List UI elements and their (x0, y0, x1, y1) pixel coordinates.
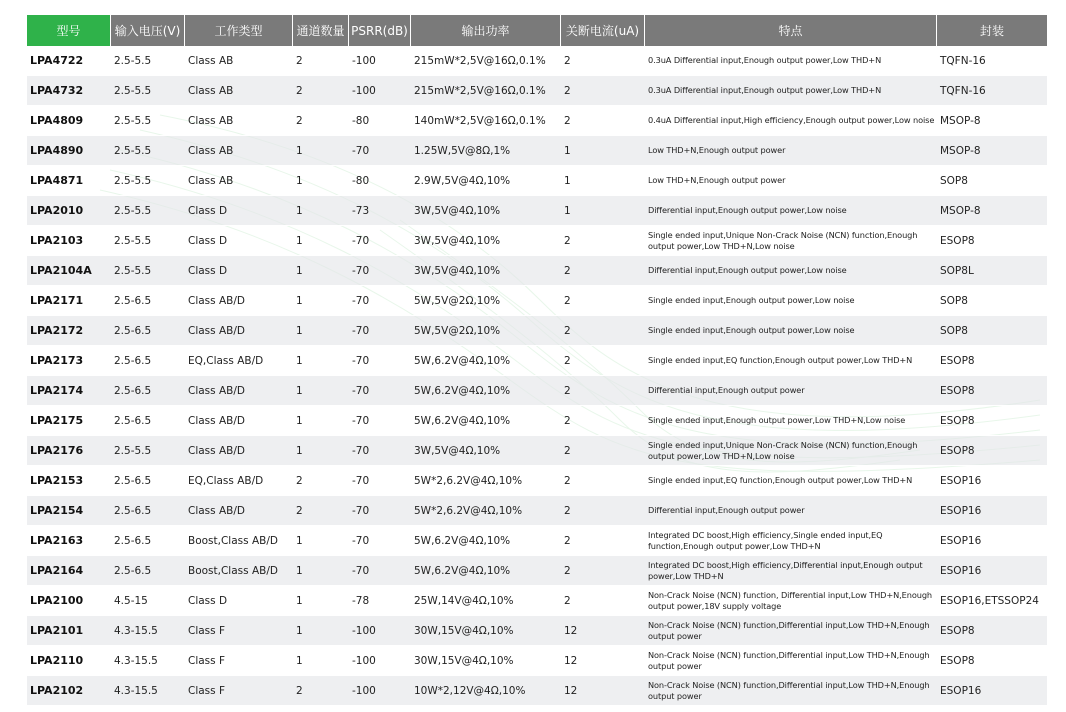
table-row (27, 586, 1047, 616)
header-work-type: 工作类型 (185, 15, 293, 46)
cell-output-power: 2.9W,5V@4Ω,10% (411, 166, 561, 196)
cell-model: LPA2154 (27, 496, 111, 526)
cell-model: LPA4732 (27, 76, 111, 106)
cell-psrr: -80 (349, 166, 411, 196)
cell-shutdown-current: 2 (561, 406, 645, 436)
cell-output-power: 30W,15V@4Ω,10% (411, 646, 561, 676)
cell-output-power: 5W,5V@2Ω,10% (411, 286, 561, 316)
cell-work-type: Class D (185, 586, 293, 616)
cell-psrr: -100 (349, 646, 411, 676)
cell-output-power: 10W*2,12V@4Ω,10% (411, 676, 561, 706)
cell-work-type: Class AB (185, 136, 293, 166)
table-row (27, 166, 1047, 196)
cell-work-type: Class AB/D (185, 436, 293, 466)
cell-psrr: -70 (349, 436, 411, 466)
cell-psrr: -70 (349, 226, 411, 256)
cell-features: Differential input,Enough output power (645, 496, 937, 526)
cell-channels: 1 (293, 196, 349, 226)
cell-input-voltage: 2.5-5.5 (111, 76, 185, 106)
cell-psrr: -78 (349, 586, 411, 616)
cell-package: MSOP-8 (937, 106, 1047, 136)
cell-psrr: -100 (349, 76, 411, 106)
cell-output-power: 25W,14V@4Ω,10% (411, 586, 561, 616)
cell-input-voltage: 4.3-15.5 (111, 646, 185, 676)
cell-output-power: 215mW*2,5V@16Ω,0.1% (411, 46, 561, 76)
cell-channels: 1 (293, 556, 349, 586)
cell-output-power: 5W,6.2V@4Ω,10% (411, 376, 561, 406)
cell-package: ESOP16,ETSSOP24 (937, 586, 1047, 616)
cell-psrr: -73 (349, 196, 411, 226)
cell-work-type: Class AB/D (185, 496, 293, 526)
cell-model: LPA4890 (27, 136, 111, 166)
cell-input-voltage: 2.5-6.5 (111, 406, 185, 436)
cell-output-power: 5W*2,6.2V@4Ω,10% (411, 466, 561, 496)
cell-input-voltage: 2.5-6.5 (111, 346, 185, 376)
cell-work-type: Boost,Class AB/D (185, 526, 293, 556)
cell-input-voltage: 4.3-15.5 (111, 676, 185, 706)
cell-channels: 1 (293, 166, 349, 196)
cell-output-power: 3W,5V@4Ω,10% (411, 226, 561, 256)
header-channels: 通道数量 (293, 15, 349, 46)
table-row (27, 496, 1047, 526)
cell-output-power: 1.25W,5V@8Ω,1% (411, 136, 561, 166)
cell-channels: 2 (293, 496, 349, 526)
cell-model: LPA2174 (27, 376, 111, 406)
cell-model: LPA2175 (27, 406, 111, 436)
cell-features: Integrated DC boost,High efficiency,Single ended input,EQ function,Enough output power,Low THD+N (645, 526, 937, 556)
cell-channels: 1 (293, 616, 349, 646)
cell-package: ESOP16 (937, 496, 1047, 526)
table-row (27, 676, 1047, 706)
cell-channels: 2 (293, 466, 349, 496)
cell-shutdown-current: 2 (561, 346, 645, 376)
cell-features: Non-Crack Noise (NCN) function, Differential input,Low THD+N,Enough output power,18V supply voltage (645, 586, 937, 616)
cell-shutdown-current: 2 (561, 436, 645, 466)
cell-features: Differential input,Enough output power,Low noise (645, 256, 937, 286)
cell-work-type: Class F (185, 676, 293, 706)
cell-features: 0.3uA Differential input,Enough output power,Low THD+N (645, 46, 937, 76)
cell-input-voltage: 2.5-6.5 (111, 286, 185, 316)
cell-psrr: -70 (349, 136, 411, 166)
cell-psrr: -80 (349, 106, 411, 136)
cell-input-voltage: 4.3-15.5 (111, 616, 185, 646)
cell-package: TQFN-16 (937, 46, 1047, 76)
cell-input-voltage: 2.5-5.5 (111, 436, 185, 466)
cell-shutdown-current: 2 (561, 106, 645, 136)
cell-work-type: EQ,Class AB/D (185, 346, 293, 376)
cell-input-voltage: 2.5-6.5 (111, 376, 185, 406)
table-row (27, 286, 1047, 316)
table-body (27, 46, 1047, 706)
cell-shutdown-current: 2 (561, 466, 645, 496)
cell-package: SOP8 (937, 316, 1047, 346)
cell-model: LPA2172 (27, 316, 111, 346)
cell-features: Single ended input,EQ function,Enough output power,Low THD+N (645, 466, 937, 496)
cell-input-voltage: 2.5-6.5 (111, 526, 185, 556)
cell-work-type: Class F (185, 616, 293, 646)
cell-package: SOP8L (937, 256, 1047, 286)
cell-model: LPA4722 (27, 46, 111, 76)
cell-model: LPA4871 (27, 166, 111, 196)
cell-work-type: Class AB/D (185, 286, 293, 316)
cell-psrr: -70 (349, 256, 411, 286)
cell-model: LPA2153 (27, 466, 111, 496)
cell-channels: 1 (293, 406, 349, 436)
cell-features: Single ended input,Enough output power,Low noise (645, 286, 937, 316)
cell-shutdown-current: 2 (561, 256, 645, 286)
cell-output-power: 3W,5V@4Ω,10% (411, 256, 561, 286)
cell-shutdown-current: 1 (561, 166, 645, 196)
cell-channels: 1 (293, 226, 349, 256)
cell-psrr: -70 (349, 526, 411, 556)
cell-psrr: -70 (349, 466, 411, 496)
cell-output-power: 5W,6.2V@4Ω,10% (411, 346, 561, 376)
cell-psrr: -70 (349, 496, 411, 526)
table-row (27, 406, 1047, 436)
cell-output-power: 30W,15V@4Ω,10% (411, 616, 561, 646)
table-row (27, 106, 1047, 136)
cell-package: MSOP-8 (937, 136, 1047, 166)
cell-input-voltage: 2.5-5.5 (111, 256, 185, 286)
product-spec-table (27, 15, 1047, 706)
cell-input-voltage: 2.5-6.5 (111, 556, 185, 586)
cell-package: ESOP8 (937, 406, 1047, 436)
cell-input-voltage: 2.5-5.5 (111, 136, 185, 166)
table-row (27, 46, 1047, 76)
table-row (27, 646, 1047, 676)
cell-features: Single ended input,Enough output power,Low noise (645, 316, 937, 346)
cell-model: LPA2171 (27, 286, 111, 316)
cell-package: ESOP16 (937, 676, 1047, 706)
cell-channels: 1 (293, 346, 349, 376)
table-row (27, 436, 1047, 466)
cell-model: LPA2176 (27, 436, 111, 466)
cell-features: Single ended input,Enough output power,Low THD+N,Low noise (645, 406, 937, 436)
cell-shutdown-current: 1 (561, 136, 645, 166)
cell-work-type: Class F (185, 646, 293, 676)
table-row (27, 616, 1047, 646)
table-row (27, 76, 1047, 106)
cell-features: Non-Crack Noise (NCN) function,Differential input,Low THD+N,Enough output power (645, 616, 937, 646)
cell-features: Differential input,Enough output power (645, 376, 937, 406)
cell-shutdown-current: 12 (561, 646, 645, 676)
cell-output-power: 5W,6.2V@4Ω,10% (411, 556, 561, 586)
cell-package: ESOP8 (937, 346, 1047, 376)
cell-channels: 2 (293, 46, 349, 76)
cell-input-voltage: 2.5-6.5 (111, 496, 185, 526)
cell-input-voltage: 2.5-5.5 (111, 46, 185, 76)
cell-work-type: Class AB (185, 46, 293, 76)
cell-shutdown-current: 2 (561, 496, 645, 526)
cell-psrr: -70 (349, 376, 411, 406)
table-row (27, 346, 1047, 376)
cell-shutdown-current: 2 (561, 556, 645, 586)
cell-output-power: 3W,5V@4Ω,10% (411, 196, 561, 226)
cell-psrr: -70 (349, 556, 411, 586)
cell-output-power: 5W,6.2V@4Ω,10% (411, 526, 561, 556)
cell-work-type: Class D (185, 196, 293, 226)
header-psrr: PSRR(dB) (349, 15, 411, 46)
cell-input-voltage: 4.5-15 (111, 586, 185, 616)
cell-shutdown-current: 2 (561, 526, 645, 556)
cell-package: ESOP8 (937, 616, 1047, 646)
cell-input-voltage: 2.5-5.5 (111, 106, 185, 136)
cell-shutdown-current: 2 (561, 76, 645, 106)
table-row (27, 526, 1047, 556)
table-row (27, 226, 1047, 256)
cell-psrr: -100 (349, 676, 411, 706)
cell-input-voltage: 2.5-5.5 (111, 226, 185, 256)
cell-features: Single ended input,EQ function,Enough output power,Low THD+N (645, 346, 937, 376)
cell-input-voltage: 2.5-6.5 (111, 316, 185, 346)
cell-package: ESOP8 (937, 646, 1047, 676)
table-row (27, 136, 1047, 166)
header-features: 特点 (645, 15, 937, 46)
cell-channels: 1 (293, 646, 349, 676)
cell-features: 0.4uA Differential input,High efficiency,Enough output power,Low noise (645, 106, 937, 136)
cell-psrr: -70 (349, 406, 411, 436)
cell-shutdown-current: 2 (561, 46, 645, 76)
cell-work-type: Boost,Class AB/D (185, 556, 293, 586)
cell-channels: 1 (293, 256, 349, 286)
cell-work-type: Class D (185, 256, 293, 286)
cell-package: ESOP16 (937, 466, 1047, 496)
cell-psrr: -100 (349, 46, 411, 76)
cell-output-power: 140mW*2,5V@16Ω,0.1% (411, 106, 561, 136)
cell-package: ESOP16 (937, 526, 1047, 556)
cell-input-voltage: 2.5-5.5 (111, 196, 185, 226)
cell-work-type: Class AB (185, 106, 293, 136)
cell-package: ESOP8 (937, 226, 1047, 256)
cell-work-type: Class AB (185, 76, 293, 106)
header-output-power: 输出功率 (411, 15, 561, 46)
cell-features: 0.3uA Differential input,Enough output power,Low THD+N (645, 76, 937, 106)
cell-package: ESOP16 (937, 556, 1047, 586)
cell-channels: 1 (293, 526, 349, 556)
cell-channels: 1 (293, 286, 349, 316)
cell-features: Single ended input,Unique Non-Crack Noise (NCN) function,Enough output power,Low THD+N,Low noise (645, 226, 937, 256)
cell-channels: 1 (293, 376, 349, 406)
cell-shutdown-current: 12 (561, 616, 645, 646)
cell-work-type: Class AB/D (185, 406, 293, 436)
cell-model: LPA2102 (27, 676, 111, 706)
cell-shutdown-current: 2 (561, 376, 645, 406)
cell-features: Non-Crack Noise (NCN) function,Differential input,Low THD+N,Enough output power (645, 676, 937, 706)
cell-package: ESOP8 (937, 436, 1047, 466)
cell-model: LPA2103 (27, 226, 111, 256)
header-model: 型号 (27, 15, 111, 46)
table-row (27, 316, 1047, 346)
cell-channels: 1 (293, 586, 349, 616)
cell-package: ESOP8 (937, 376, 1047, 406)
cell-model: LPA2104A (27, 256, 111, 286)
cell-channels: 2 (293, 676, 349, 706)
cell-channels: 1 (293, 136, 349, 166)
cell-work-type: Class AB (185, 166, 293, 196)
cell-model: LPA2163 (27, 526, 111, 556)
cell-shutdown-current: 2 (561, 586, 645, 616)
table-row (27, 256, 1047, 286)
cell-features: Low THD+N,Enough output power (645, 136, 937, 166)
cell-model: LPA2164 (27, 556, 111, 586)
cell-shutdown-current: 1 (561, 196, 645, 226)
cell-features: Low THD+N,Enough output power (645, 166, 937, 196)
cell-model: LPA2110 (27, 646, 111, 676)
cell-package: SOP8 (937, 166, 1047, 196)
cell-output-power: 5W,6.2V@4Ω,10% (411, 406, 561, 436)
table-row (27, 466, 1047, 496)
cell-features: Integrated DC boost,High efficiency,Differential input,Enough output power,Low THD+N (645, 556, 937, 586)
cell-package: SOP8 (937, 286, 1047, 316)
cell-model: LPA2100 (27, 586, 111, 616)
cell-model: LPA4809 (27, 106, 111, 136)
cell-package: MSOP-8 (937, 196, 1047, 226)
cell-input-voltage: 2.5-6.5 (111, 466, 185, 496)
cell-features: Non-Crack Noise (NCN) function,Differential input,Low THD+N,Enough output power (645, 646, 937, 676)
cell-output-power: 215mW*2,5V@16Ω,0.1% (411, 76, 561, 106)
cell-model: LPA2010 (27, 196, 111, 226)
cell-psrr: -100 (349, 616, 411, 646)
cell-psrr: -70 (349, 346, 411, 376)
table-row (27, 196, 1047, 226)
cell-psrr: -70 (349, 316, 411, 346)
cell-shutdown-current: 2 (561, 226, 645, 256)
table-row (27, 556, 1047, 586)
cell-package: TQFN-16 (937, 76, 1047, 106)
cell-work-type: Class AB/D (185, 316, 293, 346)
cell-output-power: 3W,5V@4Ω,10% (411, 436, 561, 466)
header-package: 封装 (937, 15, 1047, 46)
cell-work-type: Class D (185, 226, 293, 256)
cell-output-power: 5W,5V@2Ω,10% (411, 316, 561, 346)
cell-features: Differential input,Enough output power,Low noise (645, 196, 937, 226)
cell-shutdown-current: 2 (561, 316, 645, 346)
cell-channels: 1 (293, 316, 349, 346)
cell-work-type: Class AB/D (185, 376, 293, 406)
cell-work-type: EQ,Class AB/D (185, 466, 293, 496)
cell-shutdown-current: 2 (561, 286, 645, 316)
cell-model: LPA2101 (27, 616, 111, 646)
table-row (27, 376, 1047, 406)
header-input-voltage: 输入电压(V) (111, 15, 185, 46)
table-header (27, 15, 1047, 46)
header-row (27, 15, 1047, 46)
cell-input-voltage: 2.5-5.5 (111, 166, 185, 196)
cell-psrr: -70 (349, 286, 411, 316)
cell-features: Single ended input,Unique Non-Crack Noise (NCN) function,Enough output power,Low THD+N,Low noise (645, 436, 937, 466)
header-shutdown-current: 关断电流(uA) (561, 15, 645, 46)
cell-channels: 2 (293, 76, 349, 106)
cell-channels: 1 (293, 436, 349, 466)
cell-output-power: 5W*2,6.2V@4Ω,10% (411, 496, 561, 526)
cell-channels: 2 (293, 106, 349, 136)
cell-model: LPA2173 (27, 346, 111, 376)
cell-shutdown-current: 12 (561, 676, 645, 706)
